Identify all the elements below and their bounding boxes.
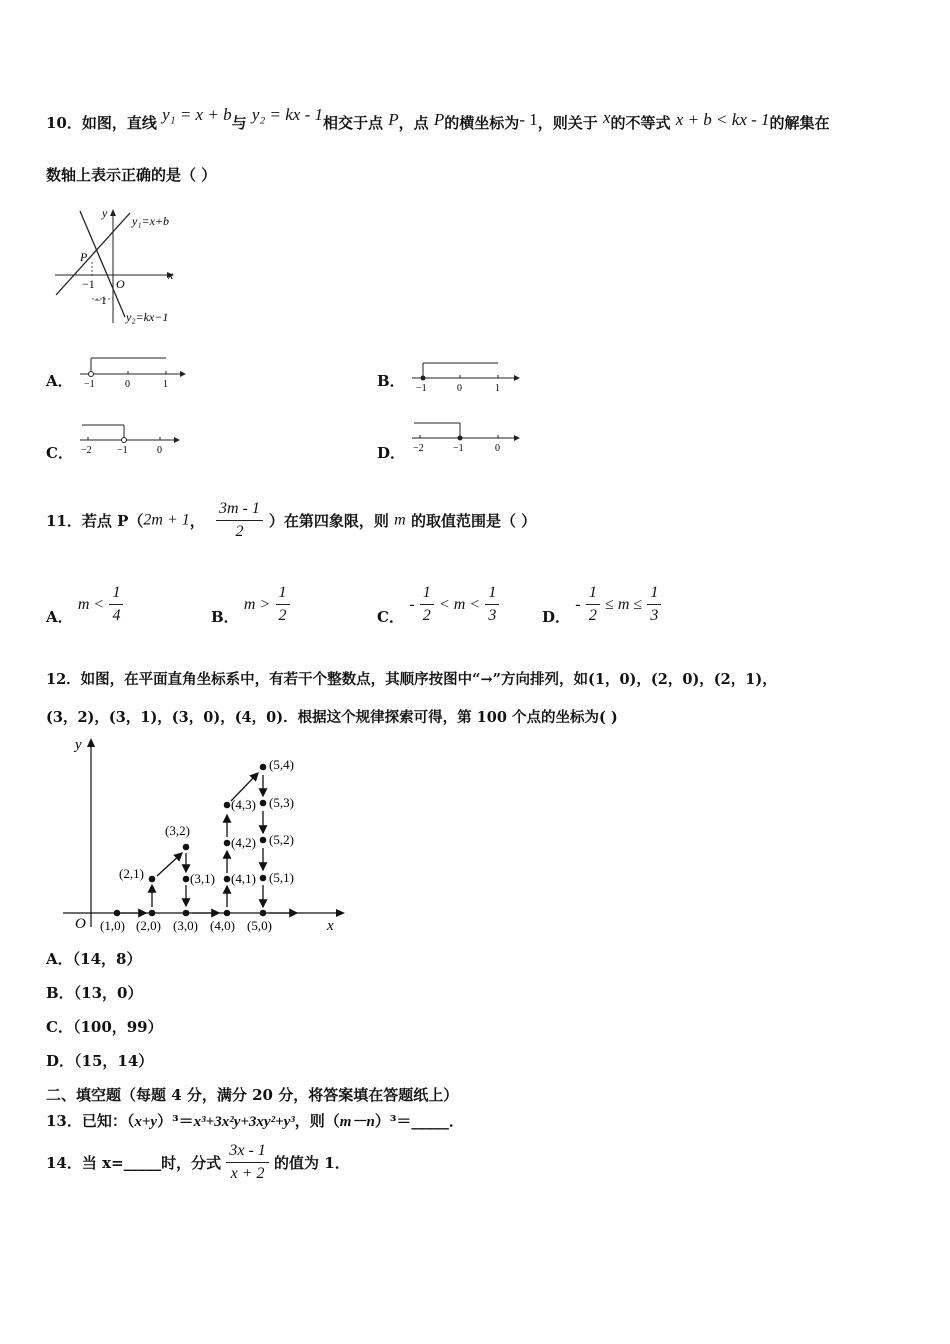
q10-eq2: y₂ = kx - 1 bbox=[251, 105, 324, 124]
q10-option-c-numberline bbox=[78, 420, 184, 460]
q13-stem: 13．已知：（x+y）³＝x³+3x²y+3xy²+y³，则（m－n）³＝_____． bbox=[46, 1112, 464, 1130]
q12-label-5-4: (5,4) bbox=[269, 757, 294, 772]
q11-option-d-frac1: $\frac{1}{2}$ bbox=[586, 584, 600, 625]
svg-text:0: 0 bbox=[125, 379, 130, 390]
q10-y-label: y bbox=[102, 206, 108, 220]
q10-graph bbox=[50, 205, 195, 330]
q12-figure bbox=[55, 735, 350, 940]
q10-text-4: ，点 bbox=[398, 114, 429, 132]
q12-label-4-0: (4,0) bbox=[210, 918, 235, 933]
q11-frac-den: 2 bbox=[235, 523, 244, 540]
q11-stem bbox=[46, 500, 536, 541]
q11-frac-num: 3m - 1 bbox=[216, 500, 263, 521]
q12-label-4-1: (4,1) bbox=[231, 871, 256, 886]
q10-line1 bbox=[46, 105, 830, 133]
q12-origin: O bbox=[75, 916, 86, 932]
q10-y-arrow bbox=[110, 209, 116, 216]
q12-label-3-2: (3,2) bbox=[165, 823, 190, 838]
q10-point-p2: P bbox=[433, 110, 445, 129]
svg-text:0: 0 bbox=[157, 445, 162, 456]
q10-option-c-label: C． bbox=[46, 444, 73, 462]
q14-fraction: $\frac{3x - 1}{x + 2}$ bbox=[226, 1142, 268, 1183]
q11-option-c: C． - $\frac{1}{2}$ < m < $\frac{1}{3}$ bbox=[377, 584, 499, 627]
q10-x-label: x bbox=[168, 268, 174, 282]
q12-label-5-0: (5,0) bbox=[247, 918, 272, 933]
q10-value: - 1 bbox=[519, 110, 538, 129]
q11-option-b-lhs: m > bbox=[243, 596, 271, 613]
q10-option-b-numberline bbox=[410, 356, 522, 396]
q12-option-c: C．（100，99） bbox=[46, 1018, 163, 1036]
q10-option-a-numberline bbox=[78, 352, 188, 392]
q11-option-a bbox=[46, 584, 123, 627]
q11-option-c-frac1: $\frac{1}{2}$ bbox=[420, 584, 434, 625]
q10-text-1: 如图，直线 bbox=[81, 114, 157, 132]
q11-option-a-frac: $\frac{1}{4}$ bbox=[109, 584, 123, 625]
q10-var-x: x bbox=[602, 108, 611, 127]
svg-text:−1: −1 bbox=[416, 383, 427, 394]
q11-expr: 2m + 1 bbox=[143, 511, 190, 529]
q11-option-a-label: A． bbox=[46, 608, 73, 626]
svg-text:−1: −1 bbox=[117, 445, 128, 456]
q12-label-4-3: (4,3) bbox=[231, 797, 256, 812]
svg-text:0: 0 bbox=[457, 383, 462, 394]
q12-option-d: D．（15，14） bbox=[46, 1052, 154, 1070]
q13-expansion: x³+3x²y+3xy²+y³ bbox=[193, 1114, 295, 1130]
q11-option-d-label: D． bbox=[542, 608, 571, 626]
q10-neg1-y: −1 bbox=[94, 293, 107, 307]
q11-option-d-frac2: $\frac{1}{3}$ bbox=[647, 584, 661, 625]
svg-text:−2: −2 bbox=[413, 443, 424, 454]
q11-option-c-frac2: $\frac{1}{3}$ bbox=[485, 584, 499, 625]
q12-x-label: x bbox=[327, 918, 334, 934]
q10-line2: 数轴上表示正确的是（ ） bbox=[46, 166, 217, 184]
q14-answer-blank[interactable]: _____ bbox=[123, 1153, 162, 1172]
q10-text-5: 的横坐标为 bbox=[444, 114, 520, 132]
q11-text-2: ）在第四象限，则 bbox=[268, 512, 389, 530]
q10-text-8: 的解集在 bbox=[769, 114, 830, 132]
q13-answer-blank[interactable]: _____ bbox=[411, 1112, 449, 1130]
q11-option-a-lhs: m < bbox=[77, 596, 105, 613]
q10-option-d-label: D． bbox=[377, 444, 406, 462]
q12-label-5-3: (5,3) bbox=[269, 795, 294, 810]
q10-option-b-label: B． bbox=[377, 372, 405, 390]
q11-option-b-frac: $\frac{1}{2}$ bbox=[276, 584, 290, 625]
q10-text-2: 与 bbox=[231, 114, 247, 132]
q10-neg1-x: −1 bbox=[82, 277, 95, 291]
q11-fraction bbox=[216, 500, 263, 541]
q10-origin: O bbox=[116, 277, 125, 291]
q11-option-c-label: C． bbox=[377, 608, 404, 626]
q10-option-a-label: A． bbox=[46, 372, 73, 390]
svg-text:1: 1 bbox=[163, 379, 168, 390]
q12-label-3-0: (3,0) bbox=[173, 918, 198, 933]
q12-label-2-1: (2,1) bbox=[119, 866, 144, 881]
q12-label-5-2: (5,2) bbox=[269, 832, 294, 847]
svg-text:−1: −1 bbox=[453, 443, 464, 454]
svg-text:−1: −1 bbox=[84, 379, 95, 390]
q12-line2: (3，2)，(3，1)，(3，0)，(4，0)．根据这个规律探索可得，第 100 个点的坐标为( ) bbox=[46, 709, 618, 726]
q10-p-label: P bbox=[80, 250, 88, 264]
q10-point-p1: P bbox=[388, 110, 399, 129]
section-2-heading: 二、填空题（每题 4 分，满分 20 分，将答案填在答题纸上） bbox=[46, 1086, 459, 1104]
q10-eq1: y₁ = x + b bbox=[162, 105, 232, 124]
q14-stem: 14．当 x=_____时，分式 $\frac{3x - 1}{x + 2}$ 的值为 1． bbox=[46, 1142, 350, 1182]
q10-line1-label: y₁=x+b bbox=[132, 214, 170, 228]
q13-xy: x+y bbox=[134, 1114, 158, 1130]
q10-option-d-numberline bbox=[410, 418, 522, 458]
q12-line1: 12．如图，在平面直角坐标系中，有若干个整数点，其顺序按图中“→”方向排列，如(1，0)，(2，0)，(2，1)， bbox=[46, 671, 777, 688]
q11-var-m: m bbox=[394, 511, 406, 529]
q13-mn: m－n bbox=[339, 1114, 375, 1130]
q12-option-b: B．（13，0） bbox=[46, 984, 143, 1002]
q11-number: 11． bbox=[46, 512, 82, 530]
q12-label-5-1: (5,1) bbox=[269, 870, 294, 885]
svg-text:−2: −2 bbox=[81, 445, 92, 456]
q11-text-1: 若点 P（ bbox=[81, 512, 144, 530]
q10-number: 10． bbox=[46, 114, 82, 132]
q11-option-b-label: B． bbox=[211, 608, 239, 626]
q12-label-4-2: (4,2) bbox=[231, 835, 256, 850]
q12-label-2-0: (2,0) bbox=[136, 918, 161, 933]
q11-option-b bbox=[211, 584, 290, 627]
q11-option-d: D． - $\frac{1}{2}$ ≤ m ≤ $\frac{1}{3}$ bbox=[542, 584, 661, 627]
q10-text-6: ，则关于 bbox=[537, 114, 598, 132]
q12-label-1-0: (1,0) bbox=[100, 918, 125, 933]
q10-inequality: x + b < kx - 1 bbox=[675, 110, 770, 129]
q10-line2-label: y₂=kx−1 bbox=[126, 310, 169, 324]
svg-text:0: 0 bbox=[495, 443, 500, 454]
q12-option-a: A．（14，8） bbox=[46, 950, 142, 968]
svg-text:1: 1 bbox=[495, 383, 500, 394]
q10-text-7: 的不等式 bbox=[610, 114, 671, 132]
q10-text-3: 相交于点 bbox=[323, 114, 384, 132]
q11-comma: ， bbox=[189, 512, 205, 530]
q12-label-3-1: (3,1) bbox=[190, 871, 215, 886]
q11-text-3: 的取值范围是（ ） bbox=[410, 512, 537, 530]
q12-y-label: y bbox=[75, 737, 82, 753]
